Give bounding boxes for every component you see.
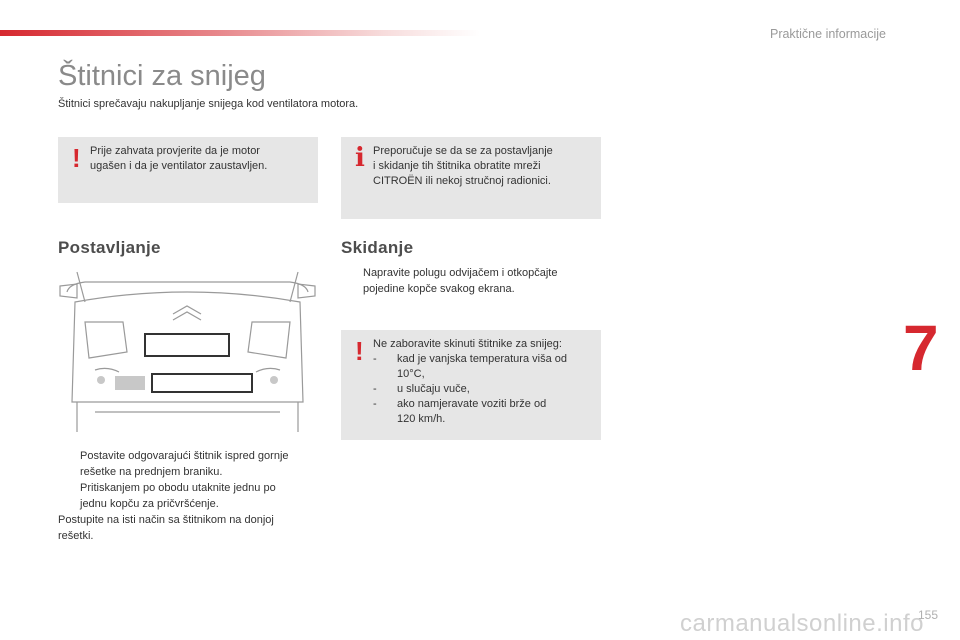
info-line: Preporučuje se da se za postavljanje <box>373 145 553 157</box>
watermark-text: carmanualsonline.info <box>680 610 924 637</box>
page-title: Štitnici za snijeg <box>58 60 266 92</box>
section-title: Praktične informacije <box>769 27 886 41</box>
info-box <box>341 137 601 219</box>
removal-heading: Skidanje <box>341 238 414 257</box>
list-item <box>58 448 328 480</box>
list-item <box>58 480 328 512</box>
note-text: rešetki. <box>58 530 94 542</box>
reminder-item: - ako namjeravate voziti brže od 120 km/h. <box>373 398 547 425</box>
chapter-number: 7 <box>903 312 939 384</box>
reminder-item: - kad je vanjska temperatura viša od 10°C, <box>373 353 567 380</box>
installation-steps <box>58 448 328 512</box>
reminder-intro: Ne zaboravite skinuti štitnike za snijeg: <box>373 338 562 350</box>
warning-line: ugašen i da je ventilator zaustavljen. <box>90 160 268 172</box>
page-number: 155 <box>917 608 938 622</box>
installation-heading: Postavljanje <box>58 238 161 257</box>
warning-icon: ! <box>72 143 81 173</box>
warning-box <box>58 137 318 203</box>
warning-icon: ! <box>355 336 364 366</box>
info-text <box>373 144 591 189</box>
list-item <box>341 265 606 297</box>
info-icon: i <box>355 143 365 173</box>
reminder-item: - u slučaju vuče, <box>373 383 470 395</box>
info-line: CITROËN ili nekoj stručnoj radionici. <box>373 175 551 187</box>
reminder-text <box>373 337 591 427</box>
step-text: Pritiskanjem po obodu utaknite jednu po <box>80 482 276 494</box>
warning-line: Prije zahvata provjerite da je motor <box>90 145 260 157</box>
step-text: rešetke na prednjem braniku. <box>80 466 223 478</box>
reminder-box <box>341 330 601 440</box>
info-line: i skidanje tih štitnika obratite mreži <box>373 160 541 172</box>
warning-text <box>90 144 308 174</box>
note-text: Postupite na isti način sa štitnikom na donjoj <box>58 514 274 526</box>
header-accent-bar <box>0 30 480 36</box>
installation-note <box>58 512 328 544</box>
removal-steps <box>341 265 606 297</box>
step-text: pojedine kopče svakog ekrana. <box>363 283 515 295</box>
step-text: jednu kopču za pričvršćenje. <box>80 498 219 510</box>
step-text: Napravite polugu odvijačem i otkopčajte <box>363 267 558 279</box>
step-text: Postavite odgovarajući štitnik ispred gornje <box>80 450 289 462</box>
intro-text: Štitnici sprečavaju nakupljanje snijega kod ventilatora motora. <box>58 98 359 110</box>
car-front-illustration <box>55 262 320 434</box>
